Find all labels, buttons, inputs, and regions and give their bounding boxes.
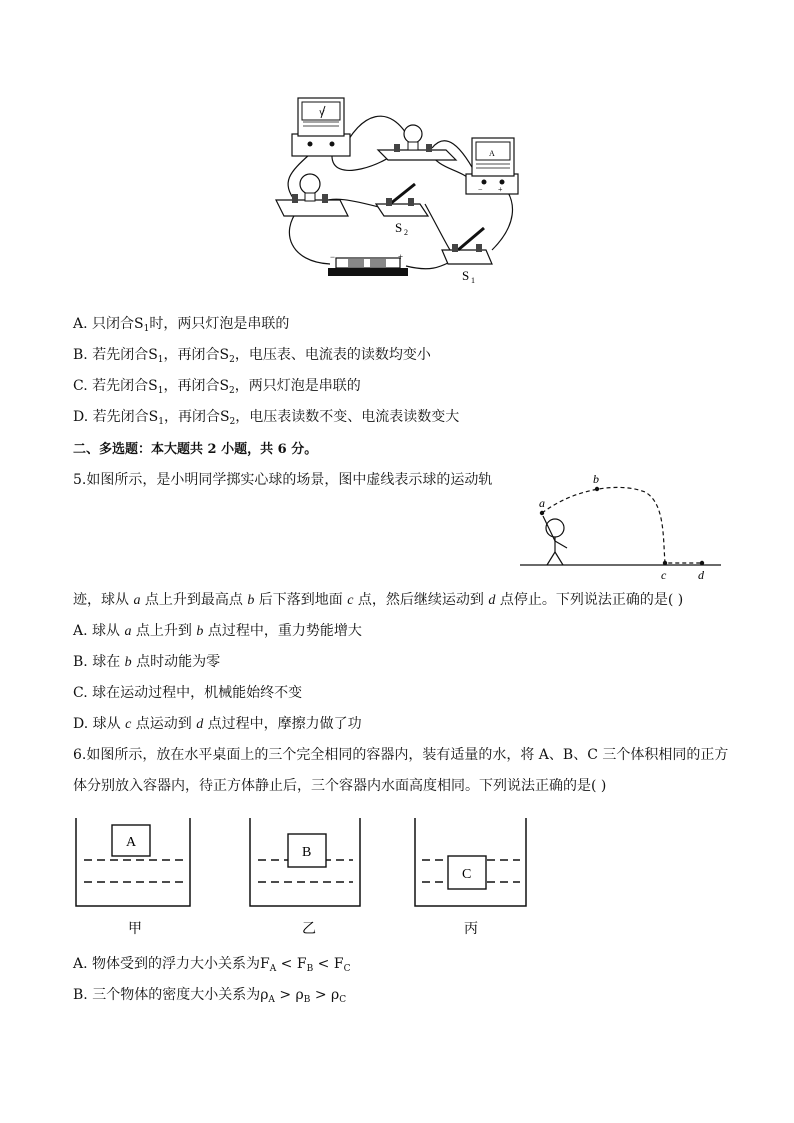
point-b-label: b (593, 472, 599, 486)
q6-option-b: B. 三个物体的密度大小关系为$\rho_A > \rho_B > \rho_C$ (73, 987, 347, 1005)
q4-option-a: A. 只闭合$S_1$时，两只灯泡是串联的 (73, 316, 290, 334)
q4-option-d: D. 若先闭合$S_1$，再闭合$S_2$，电压表读数不变、电流表读数变大 (73, 409, 460, 427)
containers-figure (70, 814, 540, 940)
q4-option-c: C. 若先闭合$S_1$，再闭合$S_2$，两只灯泡是串联的 (73, 378, 361, 396)
switch-s2-sub: 2 (404, 228, 408, 237)
container-jia (76, 818, 190, 937)
switch-s1-sub: 1 (471, 276, 475, 285)
voltmeter-symbol: V (319, 109, 325, 118)
stick-figure (543, 516, 567, 565)
q6-stem-line2: 体分别放入容器内，待正方体静止后，三个容器内水面高度相同。下列说法正确的是( ) (73, 778, 607, 794)
switch-s2-label: S (395, 220, 403, 235)
block-c: C (462, 867, 472, 882)
q5-option-c: C. 球在运动过程中，机械能始终不变 (73, 685, 303, 701)
container-yi (250, 818, 360, 937)
q5-stem-line1: 5.如图所示，是小明同学掷实心球的场景，图中虚线表示球的运动轨 (73, 472, 493, 488)
q4-option-b: B. 若先闭合$S_1$，再闭合$S_2$，电压表、电流表的读数均变小 (73, 347, 431, 365)
battery (328, 252, 408, 276)
q5-option-d: D. 球从 c 点运动到 d 点过程中，摩擦力做了功 (73, 716, 362, 732)
caption-jia: 甲 (128, 922, 142, 937)
q5-option-a: A. 球从 a 点上升到 b 点过程中，重力势能增大 (73, 623, 362, 639)
q5-option-b: B. 球在 b 点时动能为零 (73, 654, 221, 670)
container-bing (415, 818, 526, 937)
caption-yi: 乙 (302, 922, 316, 937)
block-a: A (126, 835, 137, 850)
q5-stem-line2: 迹，球从 a 点上升到最高点 b 后下落到地面 c 点，然后继续运动到 d 点停止。下列说法正确的是( ) (73, 592, 684, 608)
switch-s1-label: S (462, 268, 470, 283)
bulb-2 (276, 174, 348, 216)
ammeter-minus: − (478, 185, 483, 194)
point-d-label: d (698, 568, 704, 582)
caption-bing: 丙 (464, 922, 478, 937)
point-c-label: c (661, 568, 667, 582)
battery-plus: + (398, 252, 404, 262)
point-a-label: a (539, 496, 545, 510)
block-b: B (302, 845, 312, 860)
section-heading: 二、多选题：本大题共 2 小题，共 6 分。 (73, 442, 318, 457)
ammeter-plus: + (498, 185, 503, 194)
ball-trajectory-figure (515, 468, 730, 584)
q6-option-a: A. 物体受到的浮力大小关系为$F_A < F_B < F_C$ (73, 956, 351, 974)
q6-stem-line1: 6.如图所示，放在水平桌面上的三个完全相同的容器内，装有适量的水，将 A、B、C 三个体积相同的正方 (73, 747, 729, 763)
voltmeter (292, 98, 350, 156)
switch-s2 (376, 184, 428, 216)
ammeter (466, 138, 518, 194)
circuit-figure (270, 92, 530, 292)
ammeter-symbol: A (489, 149, 495, 158)
bulb-1 (378, 125, 456, 160)
battery-minus: − (330, 252, 336, 262)
switch-s1 (442, 228, 492, 264)
